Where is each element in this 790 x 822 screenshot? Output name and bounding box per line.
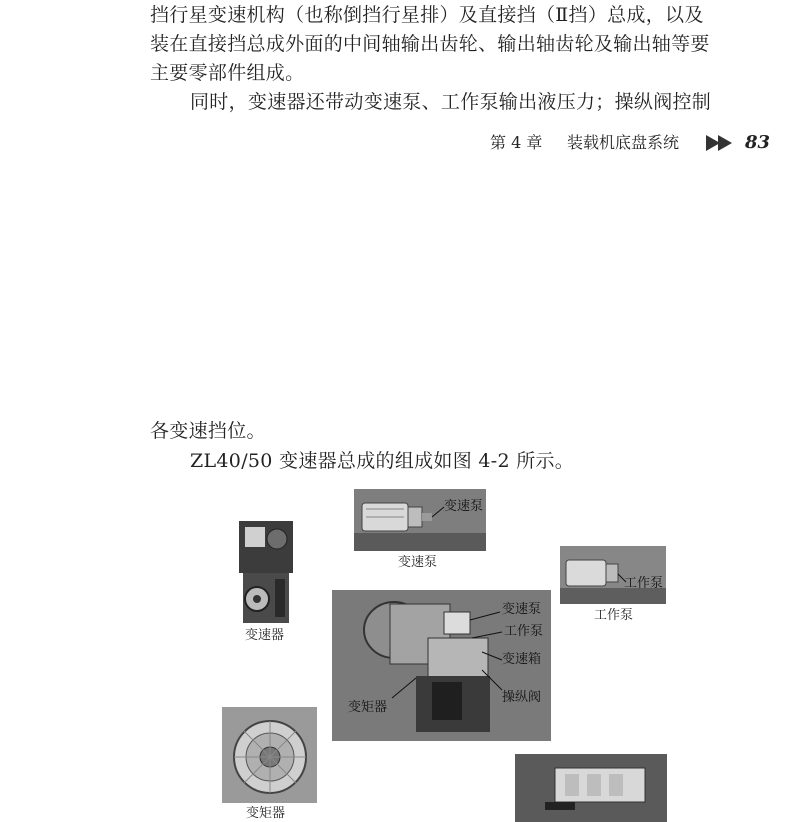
pump-photo bbox=[354, 489, 486, 551]
work-pump-caption: 工作泵 bbox=[594, 608, 634, 623]
body-text-line: 挡行星变速机构（也称倒挡行星排）及直接挡（Ⅱ挡）总成，以及 bbox=[150, 4, 704, 26]
pump-label: 变速泵 bbox=[444, 499, 484, 514]
work-pump-label: 工作泵 bbox=[624, 576, 664, 591]
body-text-line: 装在直接挡总成外面的中间轴输出齿轮、输出轴齿轮及输出轴等要 bbox=[150, 33, 710, 55]
body-text-line: ZL40/50 变速器总成的组成如图 4-2 所示。 bbox=[190, 450, 575, 472]
work-pump-photo bbox=[560, 546, 666, 604]
pump-caption: 变速泵 bbox=[398, 555, 438, 570]
assembly-label-gearbox: 变速箱 bbox=[502, 652, 542, 667]
assembly-label-work-pump: 工作泵 bbox=[504, 624, 544, 639]
transmission-photo bbox=[231, 517, 299, 627]
body-text-line: 主要零部件组成。 bbox=[150, 62, 305, 84]
double-arrow-icon bbox=[706, 134, 740, 152]
converter-photo bbox=[222, 707, 317, 803]
assembly-photo bbox=[332, 590, 551, 741]
assembly-label-converter: 变矩器 bbox=[348, 700, 388, 715]
transmission-caption: 变速器 bbox=[245, 628, 285, 643]
body-text-line: 各变速挡位。 bbox=[150, 420, 266, 442]
chapter-number: 第 4 章 bbox=[490, 133, 543, 152]
assembly-label-pump: 变速泵 bbox=[502, 602, 542, 617]
valve-photo bbox=[515, 754, 667, 822]
body-text-line: 同时，变速器还带动变速泵、工作泵输出液压力；操纵阀控制 bbox=[190, 91, 712, 113]
chapter-title: 装载机底盘系统 bbox=[567, 133, 680, 152]
converter-caption: 变矩器 bbox=[246, 806, 286, 821]
assembly-label-valve: 操纵阀 bbox=[502, 690, 542, 705]
page-number: 83 bbox=[745, 132, 771, 153]
